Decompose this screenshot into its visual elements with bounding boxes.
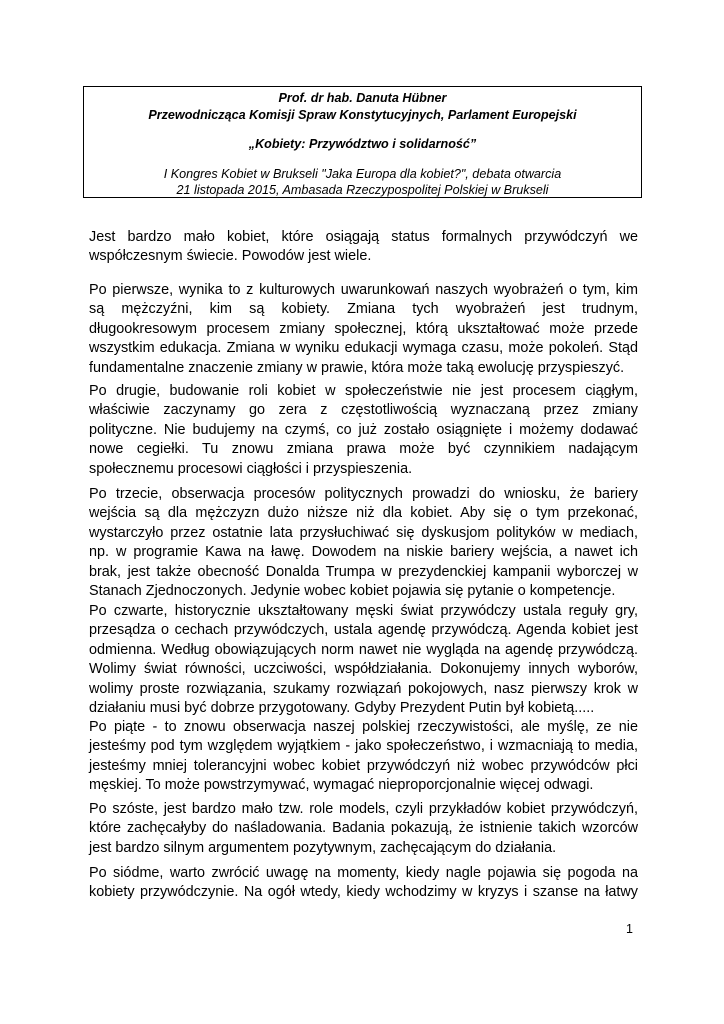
header-box <box>83 86 642 198</box>
paragraph <box>89 485 638 601</box>
paragraph-line: nowe cegiełki. Tu znowu zmiana prawa może być czynnikiem nadającym <box>89 441 638 458</box>
paragraph-line: Jest bardzo mało kobiet, które osiągają status formalnych przywódczyń we <box>89 229 638 245</box>
speech-title: „Kobiety: Przywództwo i solidarność” <box>248 137 477 151</box>
author-position: Przewodnicząca Komisji Spraw Konstytucyjnych, Parlament Europejski <box>148 108 577 122</box>
paragraph-line: kobiety przywódczynie. Na ogół wtedy, kiedy wchodzimy w kryzys i szanse na łatwy <box>89 884 638 901</box>
paragraph-line: właściwie zaczynamy go zera z częstotliwością wyznaczaną przez zmiany <box>89 402 638 419</box>
paragraph-line: społecznemu procesowi ciągłości i przyspieszenia. <box>89 460 413 477</box>
paragraph-line: wszystkim edukacja. Zmiana w wyniku edukacji wymaga czasu, może pokoleń. Stąd <box>89 340 638 357</box>
paragraph-line: jest bardzo silnym argumentem pozytywnym, zachęcającym do działania. <box>89 839 557 856</box>
paragraph-line: polityczne. Nie budujemy na czymś, co już zostało osiągnięte i możemy dodawać <box>89 421 638 438</box>
paragraph-line: brak, jest także obecność Donalda Trumpa w prezydenckiej kampanii wyborczej w <box>89 563 638 580</box>
event-name: I Kongres Kobiet w Brukseli "Jaka Europa dla kobiet?", debata otwarcia <box>163 167 562 181</box>
paragraph-line: Po czwarte, historycznie ukształtowany męski świat przywódczy ustala reguły gry, <box>89 603 638 619</box>
author-name: Prof. dr hab. Danuta Hübner <box>278 91 447 105</box>
paragraph-line: np. w programie Kawa na ławę. Dowodem na niskie bariery wejścia, a nawet ich <box>89 544 638 561</box>
paragraph-line: współczesnym świecie. Powodów jest wiele. <box>89 248 372 265</box>
paragraph-line: jesteśmy mniej tolerancyjni wobec kobiet przywódczyń niż wobec przywódców płci <box>89 757 638 774</box>
paragraph-line: Po pierwsze, wynika to z kulturowych uwarunkowań naszych wyobrażeń o tym, kim <box>89 282 638 298</box>
event-date-place: 21 listopada 2015, Ambasada Rzeczypospolitej Polskiej w Brukseli <box>176 183 549 197</box>
paragraph-line: wystarczyło przez ostatnie lata przysłuchiwać się dyskusjom polityków w mediach, <box>89 524 638 541</box>
paragraph-line: są mężczyźni, kim są kobiety. Zmiana tych wyobrażeń jest trudnym, <box>89 301 638 318</box>
paragraph <box>89 800 638 858</box>
paragraph-line: męskiej. To może powstrzymywać, wymagać nieproporcjonalnie więcej odwagi. <box>89 777 594 794</box>
paragraph-line: fundamentalne znaczenie zmiany w prawie, która może taką ewolucję przyspieszyć. <box>89 359 625 376</box>
paragraph <box>89 864 638 903</box>
paragraph-line: Po siódme, warto zwrócić uwagę na momenty, kiedy nagle pojawia się pogoda na <box>89 865 638 881</box>
paragraph <box>89 228 638 267</box>
paragraph-line: Po trzecie, obserwacja procesów politycznych prowadzi do wniosku, że bariery <box>89 486 638 502</box>
paragraph-line: wejścia są dla mężczyzn dużo niższe niż dla kobiet. Aby się o tym przekonać, <box>89 505 638 522</box>
paragraph <box>89 718 638 796</box>
paragraph-line: Wolimy świat równości, uczciwości, współdziałania. Dokonujemy innych wyborów, <box>89 661 638 678</box>
paragraph-line: działaniu musi być dobrze przygotowany. Gdyby Prezydent Putin był kobietą..... <box>89 700 595 717</box>
paragraph <box>89 382 638 479</box>
paragraph-line: jesteśmy pod tym względem wyjątkiem - jako społeczeństwo, i wzmacniają to media, <box>89 738 638 755</box>
paragraph-line: Po piąte - to znowu obserwacja naszej polskiej rzeczywistości, ale myślę, ze nie <box>89 719 638 735</box>
paragraph-line: odmienna. Według obowiązujących norm nawet nie wygląda na agendę przywódczą. <box>89 641 638 658</box>
paragraph-line: które zachęcałyby do naśladowania. Badania pokazują, że istnienie takich wzorców <box>89 820 638 837</box>
page-number: 1 <box>626 922 633 936</box>
paragraph-line: wolimy proste rozwiązania, szukamy rozwiązań pokojowych, nasz pierwszy krok w <box>89 680 638 697</box>
paragraph-line: Stanach Zjednoczonych. Jedynie wobec kobiet pojawia się pytanie o kompetencje. <box>89 583 616 600</box>
paragraph-line: Po szóste, jest bardzo mało tzw. role models, czyli przykładów kobiet przywódczyń, <box>89 801 638 817</box>
paragraph <box>89 281 638 378</box>
paragraph-line: długookresowym procesem zmiany społecznej, którą ukształtować może przede <box>89 320 638 337</box>
paragraph <box>89 602 638 718</box>
paragraph-line: przesądza o cechach przywódczych, ustala agendę przywódczą. Agenda kobiet jest <box>89 622 638 639</box>
paragraph-line: Po drugie, budowanie roli kobiet w społeczeństwie nie jest procesem ciągłym, <box>89 383 638 399</box>
